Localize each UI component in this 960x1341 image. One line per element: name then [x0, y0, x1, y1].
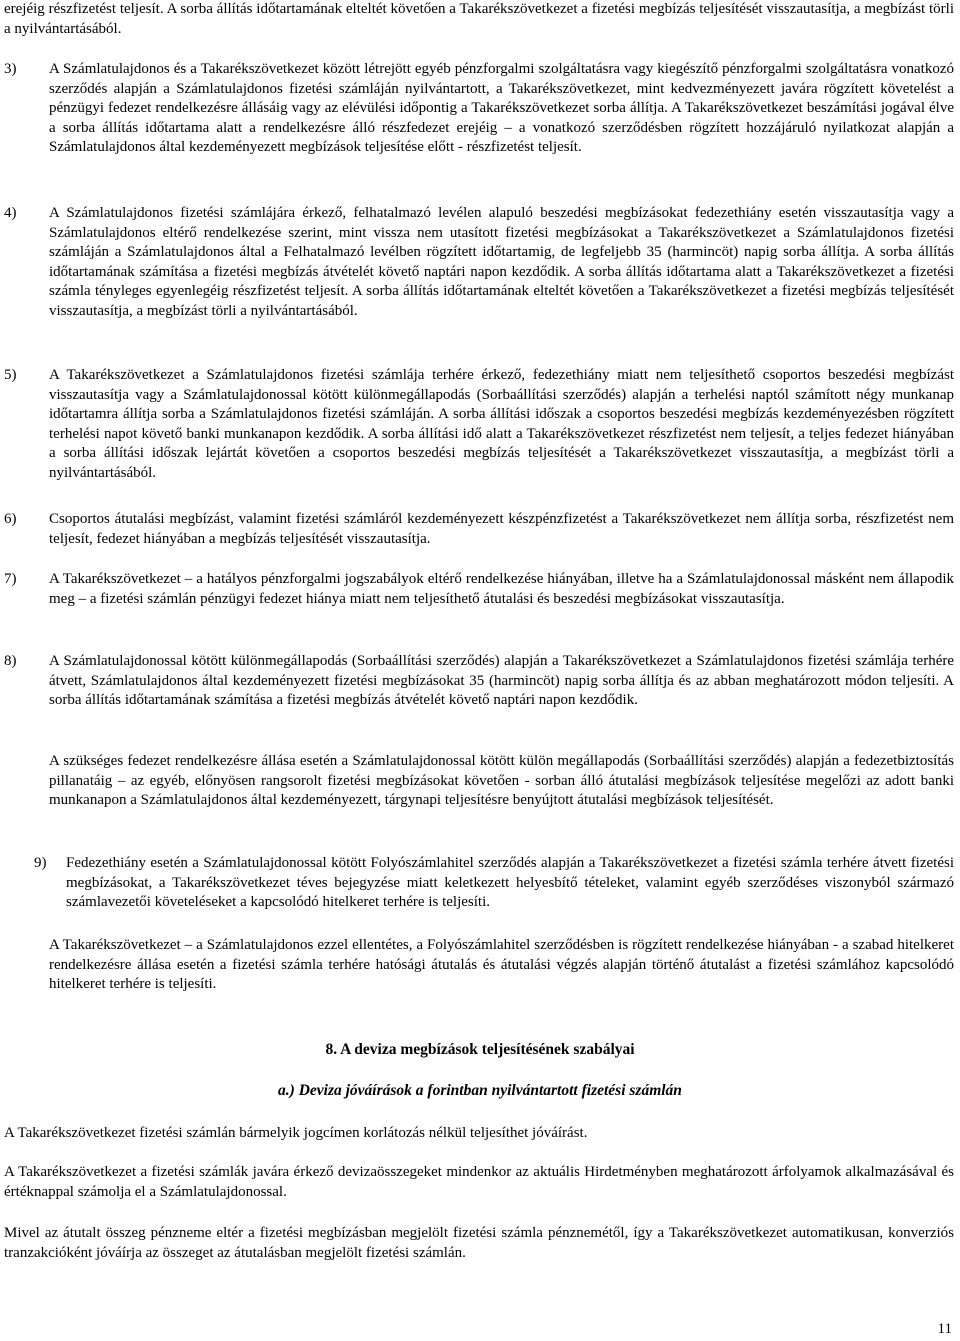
subsection-heading: a.) Deviza jóváírások a forintban nyilvántartott fizetési számlán — [278, 1082, 682, 1099]
section-paragraph-2: A Takarékszövetkezet a fizetési számlák javára érkező devizaösszegeket mindenkor az aktuális Hirdetményben meghatározott árfolyamok alkalmazásával és értéknappal számolja el a Számlatulajdonossal. — [4, 1164, 954, 1200]
list-item-text: A Takarékszövetkezet a Számlatulajdonos fizetési számlája terhére érkező, fedezethiány miatt nem teljesíthető csoportos beszedési megbízást visszautasítja vagy a Számlatulajdonossal kötött különmegállapodás (Sorbaállítási szerződés) alapján a terhelési naptól számított négy munkanap időtartamra állítja sorba a Számlatulajdonos fizetési számláján. A sorba állítási időszak a csoportos beszedési megbízás kezdeményezésben rögzített terhelési napot követő banki munkanapon kezdődik. A sorba állítási idő alatt a Takarékszövetkezet részfizetést nem teljesít, a teljes fedezet hiányában a sorba állítási időszak lejártát követően a csoportos beszedési megbízás teljesítését a Takarékszövetkezet visszautasítja, a megbízást törli a nyilvántartásából. — [49, 367, 954, 481]
list-number: 4) — [4, 205, 17, 221]
list-item-text: A Takarékszövetkezet – a hatályos pénzforgalmi jogszabályok eltérő rendelkezése hiányában, illetve ha a Számlatulajdonossal másként nem állapodik meg – a fizetési számlán pénzügyi fedezet hiánya miatt nem teljesíthető átutalási és beszedési megbízásokat visszautasítja. — [49, 571, 954, 607]
list-item-9 — [34, 854, 954, 913]
list-item-text: A Számlatulajdonos fizetési számlájára érkező, felhatalmazó levélen alapuló beszedési megbízásokat fedezethiány esetén visszautasítja vagy a Számlatulajdonos eltérő rendelkezése szerint, mint vissza nem utasított fizetési megbízásokat a Takarékszövetkezet a Számlatulajdonos fizetési számláján a Számlatulajdonos által a Felhatalmazó levélben rögzített időtartamig, de legfeljebb 35 (harmincöt) napig sorba állítja. A sorba állítás időtartamának számítása a fizetési megbízás átvételét követő naptári napon kezdődik. A sorba állítás időtartama alatt a Takarékszövetkezet a fizetési számla tényleges egyenlegéig részfizetést teljesít. A sorba állítás időtartamának elteltét követően a Takarékszövetkezet a fizetési megbízás teljesítését visszautasítja, a megbízást törli a nyilvántartásából. — [49, 205, 954, 319]
list-item-7 — [4, 570, 954, 609]
item-9-continuation-paragraph: A Takarékszövetkezet – a Számlatulajdonos ezzel ellentétes, a Folyószámlahitel szerződésben is rögzített rendelkezése hiányában - a szabad hitelkeret rendelkezésre állása esetén a fizetési számla terhére hatósági átutalás és átutalási végzés alapján történő átutalást a fizetési számlához kapcsolódó hitelkeret terhére is teljesíti. — [49, 937, 954, 993]
list-item-text: A Számlatulajdonos és a Takarékszövetkezet között létrejött egyéb pénzforgalmi szolgáltatásra vagy kiegészítő pénzforgalmi szolgáltatásra vonatkozó szerződés alapján a Számlatulajdonos fizetési számláján nyilvántartott, a Takarékszövetkezet, mint kedvezményezett javára rögzített követelést a pénzügyi fedezet rendelkezésre állásáig vagy az elévülési időpontig a Takarékszövetkezet sorba állítja. A Takarékszövetkezet beszámítási jogával élve a sorba állítás időtartama alatt a rendelkezésre álló részfedezet erejéig – a vonatkozó szerződésben rögzített hozzájáruló nyilatkozat alapján a Számlatulajdonos által kezdeményezett megbízások teljesítése előtt - részfizetést teljesít. — [49, 61, 954, 156]
list-item-8 — [4, 652, 954, 711]
list-number: 9) — [34, 855, 47, 871]
list-item-3 — [4, 60, 954, 158]
section-paragraph-3: Mivel az átutalt összeg pénzneme eltér a fizetési megbízásban megjelölt fizetési számla pénznemétől, így a Takarékszövetkezet automatikusan, konverziós tranzakcióként jóváírja az összeget az átutalásban megjelölt fizetési számlán. — [4, 1225, 954, 1261]
continuation-paragraph: erejéig részfizetést teljesít. A sorba állítás időtartamának elteltét követően a Takarékszövetkezet a fizetési megbízás teljesítését visszautasítja, a megbízást törli a nyilvántartásából. — [4, 1, 954, 37]
list-number: 8) — [4, 653, 17, 669]
list-number: 5) — [4, 367, 17, 383]
list-item-text: Fedezethiány esetén a Számlatulajdonossal kötött Folyószámlahitel szerződés alapján a Takarékszövetkezet a fizetési számla terhére átvett fizetési megbízásokat, a Takarékszövetkezet téves bejegyzése miatt keletkezett helyesbítő tételeket, valamint egyéb szerződéses viszonyból származó számlavezetői követeléseket a kapcsolódó hitelkeret terhére is teljesíti. — [66, 855, 954, 911]
list-item-text: A Számlatulajdonossal kötött különmegállapodás (Sorbaállítási szerződés) alapján a Takarékszövetkezet a Számlatulajdonos fizetési számlája terhére átvett, Számlatulajdonos által kezdeményezett fizetési megbízásokat 35 (harmincöt) napig sorba állítja és az abban meghatározott módon teljesíti. A sorba állítás időtartamának számítása a fizetési megbízás átvételét követő naptári napon kezdődik. — [49, 653, 954, 709]
section-paragraph-1: A Takarékszövetkezet fizetési számlán bármelyik jogcímen korlátozás nélkül teljesíthet jóváírást. — [4, 1125, 588, 1141]
list-number: 6) — [4, 511, 17, 527]
list-number: 3) — [4, 61, 17, 77]
page-number: 11 — [937, 1321, 952, 1337]
section-heading: 8. A deviza megbízások teljesítésének szabályai — [325, 1041, 635, 1058]
list-item-4 — [4, 204, 954, 322]
item-8-continuation-paragraph: A szükséges fedezet rendelkezésre állása esetén a Számlatulajdonossal kötött külön megállapodás (Sorbaállítási szerződés) alapján a fedezetbiztosítás pillanatáig – az egyéb, előnyösen rangsorolt fizetési megbízásokat követően - sorban álló átutalási megbízások teljesítése megelőzi az adott banki munkanapon a Számlatulajdonos által kezdeményezett, tárgynapi teljesítésre benyújtott átutalási megbízások teljesítését. — [49, 753, 954, 809]
list-number: 7) — [4, 571, 17, 587]
list-item-5 — [4, 366, 954, 484]
list-item-text: Csoportos átutalási megbízást, valamint fizetési számláról kezdeményezett készpénzfizetést a Takarékszövetkezet nem állítja sorba, részfizetést nem teljesít, fedezet hiányában a megbízás teljesítését visszautasítja. — [49, 511, 954, 547]
list-item-6 — [4, 510, 954, 549]
